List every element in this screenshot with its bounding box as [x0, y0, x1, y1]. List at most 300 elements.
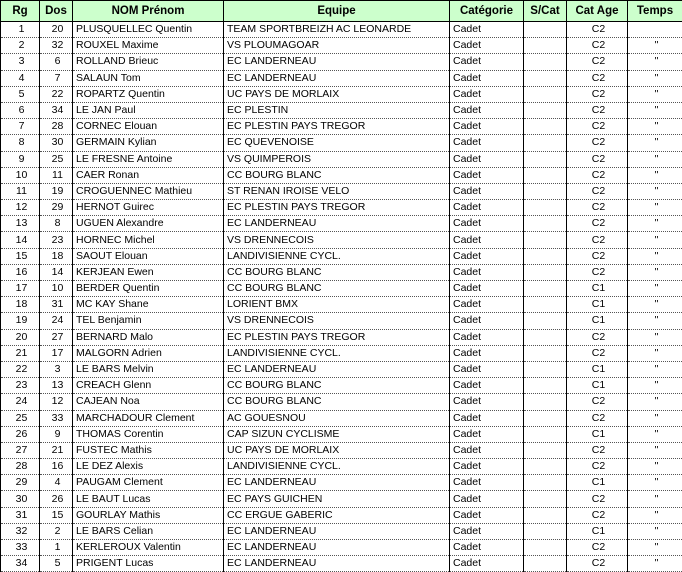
cell-temps: " [628, 475, 682, 491]
cell-cat-age: C2 [567, 119, 628, 135]
table-row [1, 491, 682, 507]
header-nom-prenom: NOM Prénom [73, 1, 224, 22]
cell-temps: " [628, 442, 682, 458]
cell-rg: 16 [1, 264, 40, 280]
cell-scat [524, 442, 567, 458]
results-body [1, 22, 682, 572]
cell-dos: 19 [40, 183, 73, 199]
cell-dos: 13 [40, 378, 73, 394]
cell-scat [524, 38, 567, 54]
cell-scat [524, 491, 567, 507]
cell-rg: 26 [1, 426, 40, 442]
cell-scat [524, 313, 567, 329]
cell-nom: GOURLAY Mathis [73, 507, 224, 523]
cell-nom: KERLEROUX Valentin [73, 540, 224, 556]
cell-cat-age: C2 [567, 232, 628, 248]
cell-nom: SALAUN Tom [73, 70, 224, 86]
table-row [1, 556, 682, 572]
cell-scat [524, 329, 567, 345]
table-row [1, 281, 682, 297]
cell-nom: SAOUT Elouan [73, 248, 224, 264]
cell-equipe: LANDIVISIENNE CYCL. [224, 248, 450, 264]
cell-nom: CORNEC Elouan [73, 119, 224, 135]
cell-temps: " [628, 313, 682, 329]
cell-equipe: LORIENT BMX [224, 297, 450, 313]
header-equipe: Equipe [224, 1, 450, 22]
cell-nom: ROLLAND Brieuc [73, 54, 224, 70]
cell-scat [524, 378, 567, 394]
cell-rg: 29 [1, 475, 40, 491]
cell-rg: 14 [1, 232, 40, 248]
cell-cat-age: C2 [567, 345, 628, 361]
cell-scat [524, 167, 567, 183]
cell-categorie: Cadet [450, 297, 524, 313]
cell-rg: 7 [1, 119, 40, 135]
cell-categorie: Cadet [450, 200, 524, 216]
cell-equipe: AC GOUESNOU [224, 410, 450, 426]
cell-dos: 5 [40, 556, 73, 572]
cell-temps: " [628, 345, 682, 361]
cell-scat [524, 264, 567, 280]
cell-categorie: Cadet [450, 102, 524, 118]
cell-nom: TEL Benjamin [73, 313, 224, 329]
table-row [1, 102, 682, 118]
cell-categorie: Cadet [450, 54, 524, 70]
table-row [1, 313, 682, 329]
cell-equipe: LANDIVISIENNE CYCL. [224, 345, 450, 361]
cell-cat-age: C2 [567, 556, 628, 572]
cell-cat-age: C2 [567, 264, 628, 280]
cell-nom: LE DEZ Alexis [73, 459, 224, 475]
cell-temps: " [628, 135, 682, 151]
cell-equipe: EC QUEVENOISE [224, 135, 450, 151]
cell-dos: 9 [40, 426, 73, 442]
cell-equipe: VS DRENNECOIS [224, 313, 450, 329]
table-row [1, 86, 682, 102]
cell-equipe: ST RENAN IROISE VELO [224, 183, 450, 199]
cell-scat [524, 361, 567, 377]
cell-nom: CREACH Glenn [73, 378, 224, 394]
cell-equipe: EC LANDERNEAU [224, 540, 450, 556]
cell-dos: 28 [40, 119, 73, 135]
cell-categorie: Cadet [450, 86, 524, 102]
cell-dos: 16 [40, 459, 73, 475]
cell-rg: 22 [1, 361, 40, 377]
header-temps: Temps [628, 1, 682, 22]
table-row [1, 426, 682, 442]
cell-temps: " [628, 54, 682, 70]
cell-categorie: Cadet [450, 232, 524, 248]
cell-rg: 8 [1, 135, 40, 151]
cell-cat-age: C2 [567, 200, 628, 216]
cell-categorie: Cadet [450, 361, 524, 377]
cell-equipe: CC BOURG BLANC [224, 281, 450, 297]
cell-rg: 25 [1, 410, 40, 426]
cell-nom: CAER Ronan [73, 167, 224, 183]
cell-rg: 21 [1, 345, 40, 361]
cell-cat-age: C2 [567, 442, 628, 458]
cell-rg: 9 [1, 151, 40, 167]
cell-scat [524, 248, 567, 264]
cell-categorie: Cadet [450, 167, 524, 183]
cell-scat [524, 281, 567, 297]
cell-dos: 22 [40, 86, 73, 102]
cell-equipe: CC BOURG BLANC [224, 264, 450, 280]
cell-temps: " [628, 102, 682, 118]
cell-nom: GERMAIN Kylian [73, 135, 224, 151]
cell-dos: 32 [40, 38, 73, 54]
cell-rg: 31 [1, 507, 40, 523]
cell-nom: MALGORN Adrien [73, 345, 224, 361]
cell-categorie: Cadet [450, 410, 524, 426]
cell-cat-age: C1 [567, 361, 628, 377]
cell-rg: 30 [1, 491, 40, 507]
cell-cat-age: C2 [567, 167, 628, 183]
cell-categorie: Cadet [450, 216, 524, 232]
cell-categorie: Cadet [450, 442, 524, 458]
cell-temps: " [628, 410, 682, 426]
cell-dos: 24 [40, 313, 73, 329]
cell-dos: 18 [40, 248, 73, 264]
cell-nom: LE BARS Melvin [73, 361, 224, 377]
cell-equipe: CC BOURG BLANC [224, 378, 450, 394]
cell-categorie: Cadet [450, 313, 524, 329]
table-row [1, 22, 682, 38]
cell-temps: " [628, 297, 682, 313]
cell-nom: FUSTEC Mathis [73, 442, 224, 458]
cell-categorie: Cadet [450, 248, 524, 264]
table-row [1, 38, 682, 54]
table-row [1, 442, 682, 458]
cell-temps: " [628, 167, 682, 183]
table-row [1, 167, 682, 183]
cell-equipe: EC PLESTIN PAYS TREGOR [224, 329, 450, 345]
cell-equipe: VS PLOUMAGOAR [224, 38, 450, 54]
cell-cat-age: C2 [567, 135, 628, 151]
cell-temps: " [628, 361, 682, 377]
table-row [1, 329, 682, 345]
cell-categorie: Cadet [450, 426, 524, 442]
cell-rg: 20 [1, 329, 40, 345]
table-row [1, 345, 682, 361]
cell-categorie: Cadet [450, 475, 524, 491]
cell-equipe: EC LANDERNEAU [224, 361, 450, 377]
cell-nom: MARCHADOUR Clement [73, 410, 224, 426]
cell-cat-age: C2 [567, 183, 628, 199]
cell-categorie: Cadet [450, 119, 524, 135]
cell-rg: 6 [1, 102, 40, 118]
cell-categorie: Cadet [450, 151, 524, 167]
cell-cat-age: C2 [567, 459, 628, 475]
cell-cat-age: C2 [567, 216, 628, 232]
cell-temps [628, 22, 682, 38]
table-row [1, 200, 682, 216]
cell-dos: 30 [40, 135, 73, 151]
cell-categorie: Cadet [450, 264, 524, 280]
cell-temps: " [628, 216, 682, 232]
cell-dos: 27 [40, 329, 73, 345]
cell-categorie: Cadet [450, 523, 524, 539]
table-row [1, 459, 682, 475]
cell-rg: 32 [1, 523, 40, 539]
cell-nom: HORNEC Michel [73, 232, 224, 248]
cell-dos: 12 [40, 394, 73, 410]
cell-rg: 4 [1, 70, 40, 86]
cell-rg: 28 [1, 459, 40, 475]
cell-equipe: UC PAYS DE MORLAIX [224, 86, 450, 102]
cell-cat-age: C2 [567, 394, 628, 410]
cell-rg: 2 [1, 38, 40, 54]
cell-nom: ROUXEL Maxime [73, 38, 224, 54]
cell-categorie: Cadet [450, 38, 524, 54]
cell-cat-age: C2 [567, 491, 628, 507]
cell-cat-age: C2 [567, 507, 628, 523]
cell-temps: " [628, 151, 682, 167]
cell-cat-age: C2 [567, 70, 628, 86]
cell-cat-age: C2 [567, 329, 628, 345]
cell-dos: 29 [40, 200, 73, 216]
cell-scat [524, 459, 567, 475]
cell-equipe: VS DRENNECOIS [224, 232, 450, 248]
cell-categorie: Cadet [450, 135, 524, 151]
cell-categorie: Cadet [450, 281, 524, 297]
cell-equipe: VS QUIMPEROIS [224, 151, 450, 167]
cell-rg: 18 [1, 297, 40, 313]
table-row [1, 361, 682, 377]
table-row [1, 248, 682, 264]
cell-categorie: Cadet [450, 70, 524, 86]
header-rg: Rg [1, 1, 40, 22]
cell-scat [524, 345, 567, 361]
cell-rg: 5 [1, 86, 40, 102]
table-row [1, 232, 682, 248]
cell-cat-age: C1 [567, 281, 628, 297]
cell-cat-age: C2 [567, 410, 628, 426]
cell-nom: CAJEAN Noa [73, 394, 224, 410]
cell-temps: " [628, 507, 682, 523]
cell-categorie: Cadet [450, 183, 524, 199]
cell-rg: 1 [1, 22, 40, 38]
cell-dos: 3 [40, 361, 73, 377]
table-row [1, 410, 682, 426]
cell-nom: PRIGENT Lucas [73, 556, 224, 572]
table-row [1, 119, 682, 135]
cell-scat [524, 297, 567, 313]
cell-dos: 31 [40, 297, 73, 313]
cell-equipe: EC PLESTIN PAYS TREGOR [224, 200, 450, 216]
cell-dos: 7 [40, 70, 73, 86]
cell-rg: 27 [1, 442, 40, 458]
table-row [1, 540, 682, 556]
cell-dos: 8 [40, 216, 73, 232]
cell-temps: " [628, 394, 682, 410]
header-dos: Dos [40, 1, 73, 22]
table-row [1, 151, 682, 167]
cell-scat [524, 216, 567, 232]
cell-nom: UGUEN Alexandre [73, 216, 224, 232]
cell-dos: 15 [40, 507, 73, 523]
cell-nom: CROGUENNEC Mathieu [73, 183, 224, 199]
cell-categorie: Cadet [450, 22, 524, 38]
table-row [1, 523, 682, 539]
cell-temps: " [628, 70, 682, 86]
cell-scat [524, 200, 567, 216]
cell-nom: THOMAS Corentin [73, 426, 224, 442]
cell-cat-age: C1 [567, 378, 628, 394]
table-row [1, 54, 682, 70]
cell-scat [524, 102, 567, 118]
cell-categorie: Cadet [450, 394, 524, 410]
cell-temps: " [628, 248, 682, 264]
header-cat-age: Cat Age [567, 1, 628, 22]
cell-cat-age: C2 [567, 102, 628, 118]
cell-equipe: EC PLESTIN PAYS TREGOR [224, 119, 450, 135]
cell-rg: 12 [1, 200, 40, 216]
cell-temps: " [628, 556, 682, 572]
cell-dos: 14 [40, 264, 73, 280]
cell-temps: " [628, 329, 682, 345]
table-row [1, 378, 682, 394]
cell-rg: 3 [1, 54, 40, 70]
table-row [1, 297, 682, 313]
cell-dos: 11 [40, 167, 73, 183]
cell-equipe: EC LANDERNEAU [224, 475, 450, 491]
cell-rg: 23 [1, 378, 40, 394]
cell-cat-age: C2 [567, 86, 628, 102]
table-row [1, 135, 682, 151]
cell-dos: 33 [40, 410, 73, 426]
cell-categorie: Cadet [450, 491, 524, 507]
cell-scat [524, 507, 567, 523]
cell-scat [524, 232, 567, 248]
cell-temps: " [628, 38, 682, 54]
cell-cat-age: C1 [567, 426, 628, 442]
cell-temps: " [628, 491, 682, 507]
cell-temps: " [628, 232, 682, 248]
cell-equipe: EC LANDERNEAU [224, 216, 450, 232]
cell-rg: 17 [1, 281, 40, 297]
cell-temps: " [628, 459, 682, 475]
cell-scat [524, 70, 567, 86]
cell-rg: 33 [1, 540, 40, 556]
cell-scat [524, 556, 567, 572]
cell-nom: LE JAN Paul [73, 102, 224, 118]
cell-dos: 6 [40, 54, 73, 70]
cell-temps: " [628, 200, 682, 216]
table-row [1, 70, 682, 86]
cell-nom: LE BARS Celian [73, 523, 224, 539]
cell-temps: " [628, 523, 682, 539]
cell-equipe: EC PAYS GUICHEN [224, 491, 450, 507]
cell-equipe: CC ERGUE GABERIC [224, 507, 450, 523]
cell-temps: " [628, 119, 682, 135]
cell-dos: 10 [40, 281, 73, 297]
cell-dos: 23 [40, 232, 73, 248]
cell-equipe: EC LANDERNEAU [224, 54, 450, 70]
cell-nom: MC KAY Shane [73, 297, 224, 313]
cell-dos: 1 [40, 540, 73, 556]
cell-nom: BERNARD Malo [73, 329, 224, 345]
cell-nom: HERNOT Guirec [73, 200, 224, 216]
cell-nom: LE FRESNE Antoine [73, 151, 224, 167]
table-row [1, 475, 682, 491]
cell-nom: BERDER Quentin [73, 281, 224, 297]
cell-nom: PLUSQUELLEC Quentin [73, 22, 224, 38]
cell-scat [524, 523, 567, 539]
cell-nom: ROPARTZ Quentin [73, 86, 224, 102]
cell-cat-age: C1 [567, 313, 628, 329]
cell-temps: " [628, 183, 682, 199]
cell-equipe: UC PAYS DE MORLAIX [224, 442, 450, 458]
cell-temps: " [628, 86, 682, 102]
cell-scat [524, 183, 567, 199]
cell-scat [524, 540, 567, 556]
cell-nom: PAUGAM Clement [73, 475, 224, 491]
cell-equipe: EC LANDERNEAU [224, 556, 450, 572]
cell-dos: 20 [40, 22, 73, 38]
cell-rg: 34 [1, 556, 40, 572]
cell-temps: " [628, 378, 682, 394]
cell-scat [524, 394, 567, 410]
cell-cat-age: C1 [567, 523, 628, 539]
cell-equipe: EC PLESTIN [224, 102, 450, 118]
cell-categorie: Cadet [450, 329, 524, 345]
cell-dos: 21 [40, 442, 73, 458]
cell-categorie: Cadet [450, 556, 524, 572]
cell-nom: KERJEAN Ewen [73, 264, 224, 280]
cell-categorie: Cadet [450, 345, 524, 361]
cell-equipe: LANDIVISIENNE CYCL. [224, 459, 450, 475]
cell-cat-age: C2 [567, 248, 628, 264]
table-row [1, 507, 682, 523]
cell-categorie: Cadet [450, 540, 524, 556]
cell-rg: 15 [1, 248, 40, 264]
cell-equipe: TEAM SPORTBREIZH AC LEONARDE [224, 22, 450, 38]
cell-temps: " [628, 426, 682, 442]
table-row [1, 394, 682, 410]
cell-cat-age: C2 [567, 54, 628, 70]
header-row [1, 1, 682, 22]
cell-dos: 4 [40, 475, 73, 491]
table-row [1, 183, 682, 199]
cell-temps: " [628, 281, 682, 297]
table-row [1, 264, 682, 280]
cell-dos: 25 [40, 151, 73, 167]
cell-rg: 11 [1, 183, 40, 199]
cell-categorie: Cadet [450, 378, 524, 394]
cell-scat [524, 54, 567, 70]
cell-rg: 10 [1, 167, 40, 183]
cell-nom: LE BAUT Lucas [73, 491, 224, 507]
header-categorie: Catégorie [450, 1, 524, 22]
cell-scat [524, 475, 567, 491]
cell-scat [524, 86, 567, 102]
table-row [1, 216, 682, 232]
cell-rg: 13 [1, 216, 40, 232]
cell-cat-age: C2 [567, 22, 628, 38]
cell-scat [524, 135, 567, 151]
cell-categorie: Cadet [450, 459, 524, 475]
cell-dos: 34 [40, 102, 73, 118]
cell-scat [524, 426, 567, 442]
cell-equipe: EC LANDERNEAU [224, 523, 450, 539]
cell-dos: 26 [40, 491, 73, 507]
cell-equipe: CC BOURG BLANC [224, 167, 450, 183]
cell-cat-age: C1 [567, 475, 628, 491]
cell-cat-age: C1 [567, 297, 628, 313]
cell-dos: 2 [40, 523, 73, 539]
cell-categorie: Cadet [450, 507, 524, 523]
